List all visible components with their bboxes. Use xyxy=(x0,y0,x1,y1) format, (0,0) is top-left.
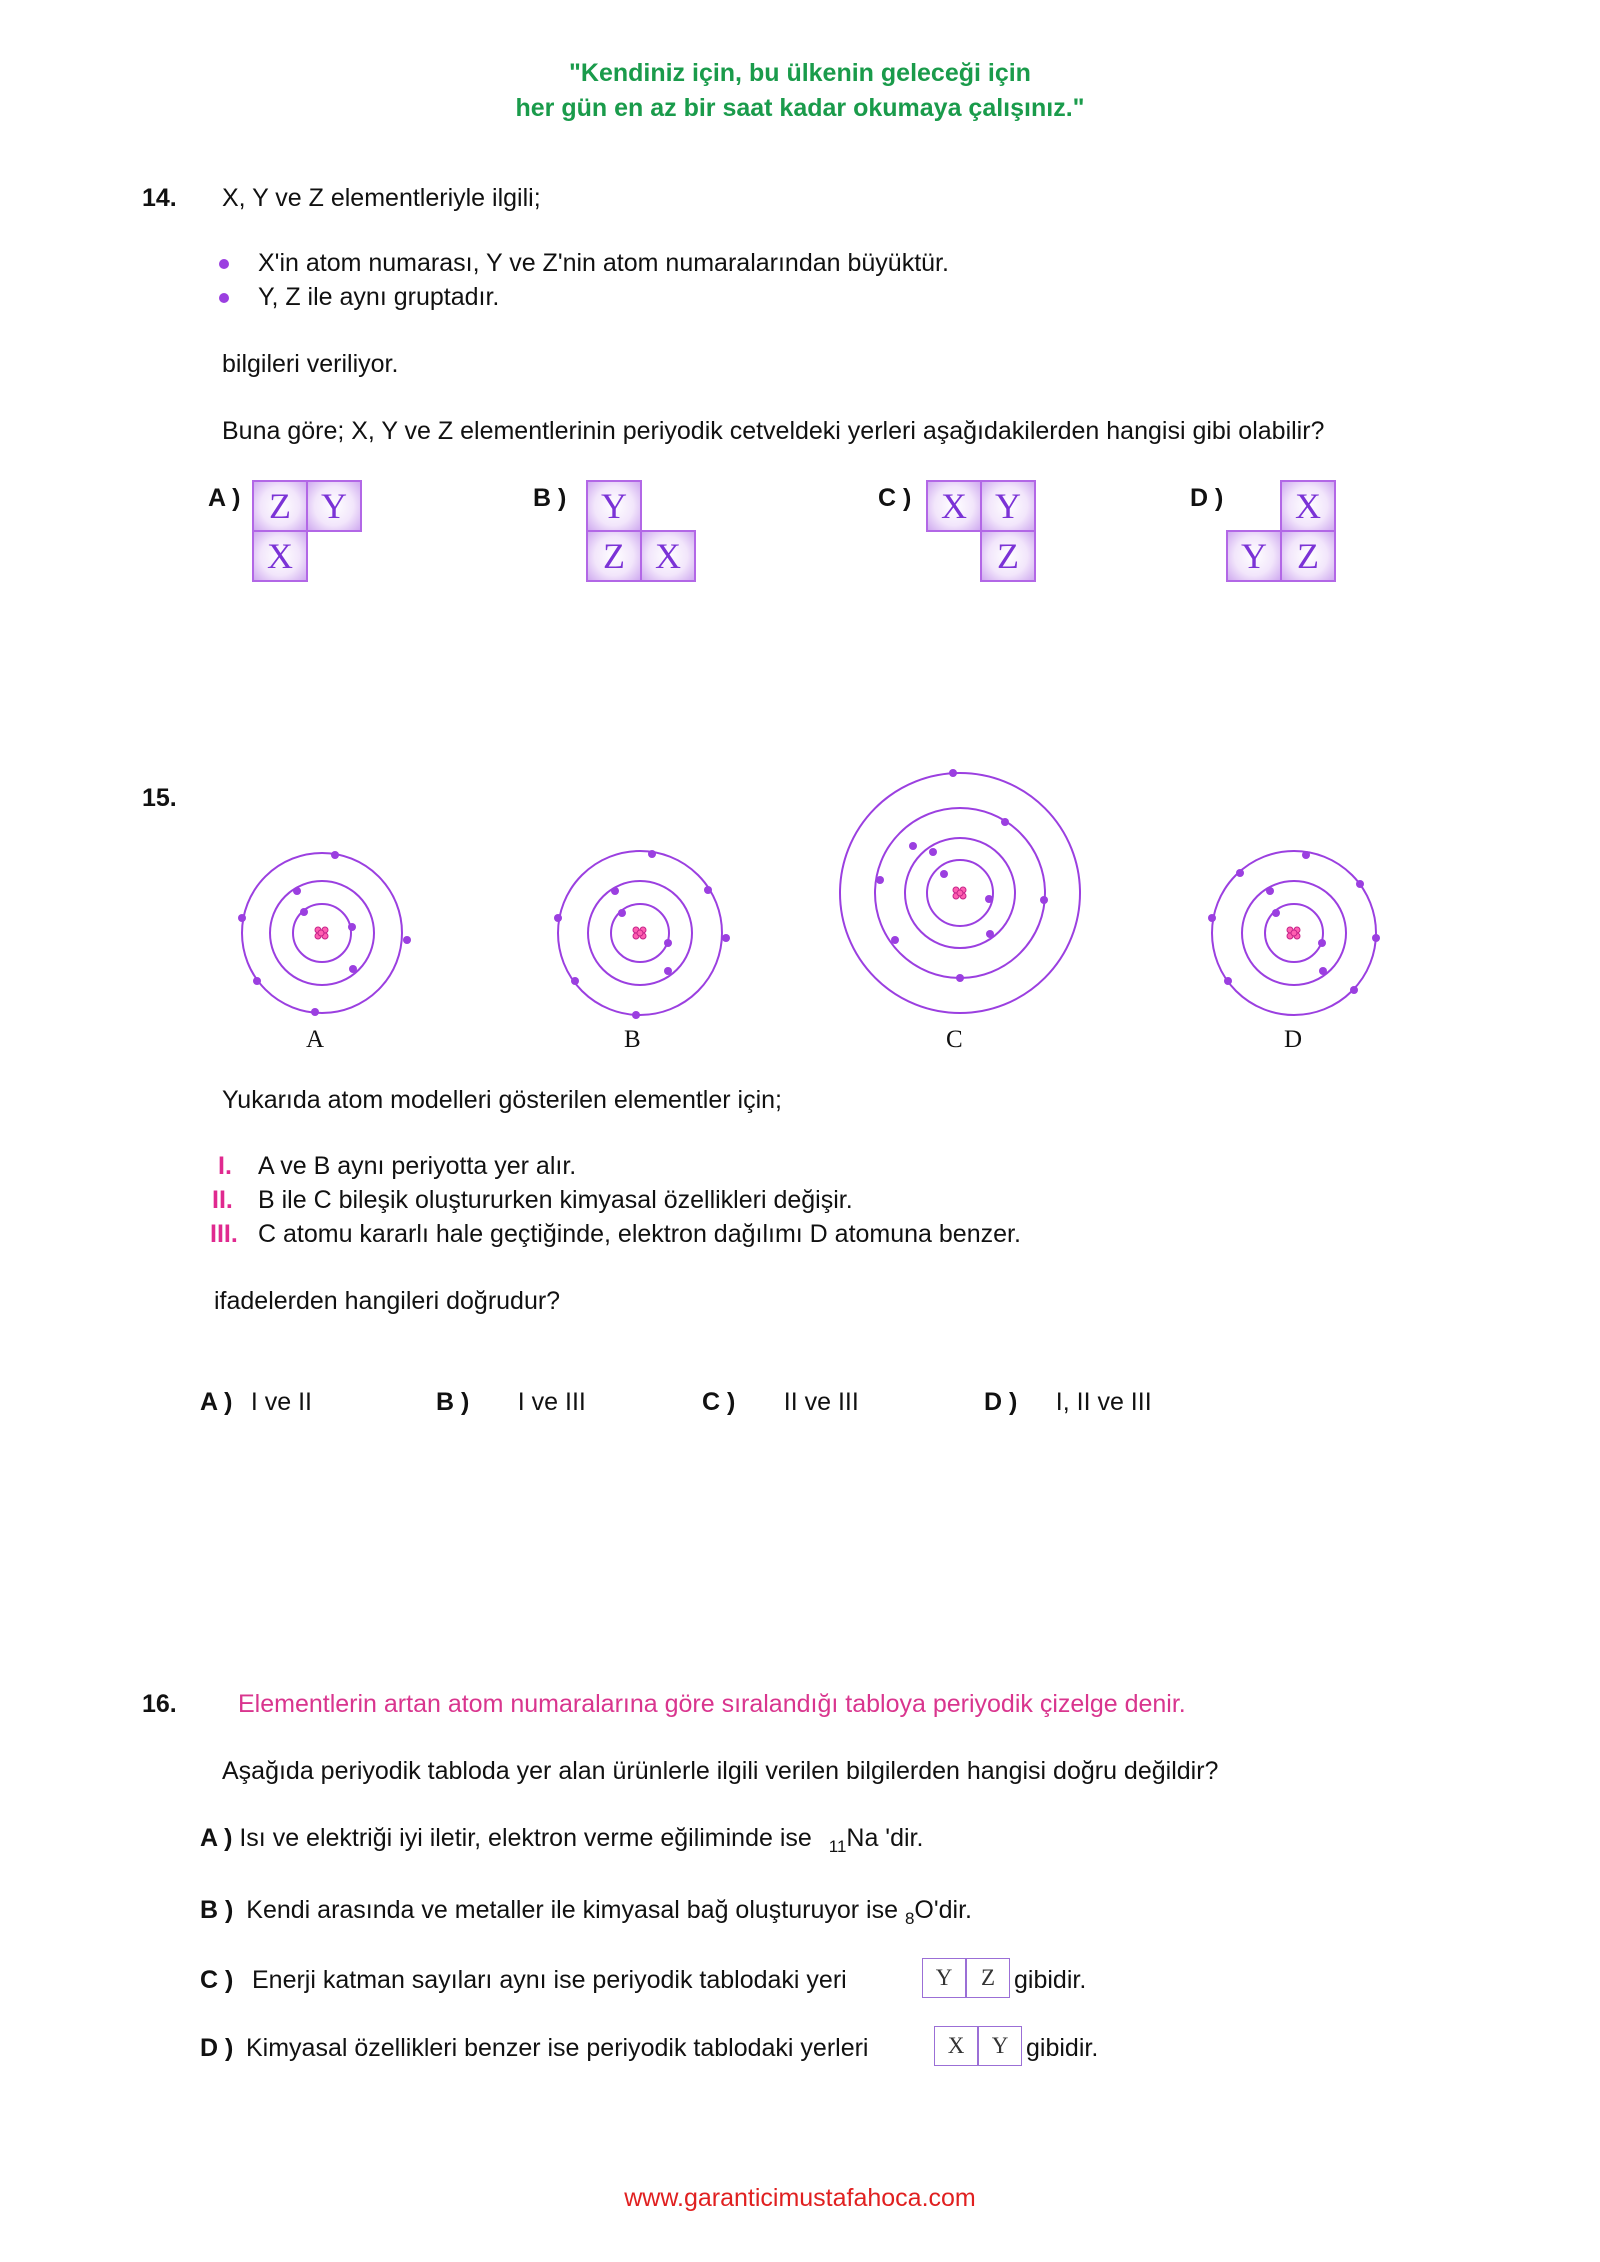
statement-2-numeral: II. xyxy=(212,1186,233,1214)
q16-option-d[interactable] xyxy=(200,2034,1200,2078)
nucleus-b xyxy=(633,927,646,939)
q14-option-a-label[interactable]: A ) xyxy=(208,484,241,512)
atom-models-diagram xyxy=(0,760,1600,1080)
q16-option-b-tail: O'dir. xyxy=(914,1896,972,1924)
q16-option-a[interactable] xyxy=(200,1824,923,1857)
nucleus-c xyxy=(953,887,966,899)
question-14-given: bilgileri veriliyor. xyxy=(222,350,399,378)
grid-cell: Z xyxy=(966,1958,1010,1998)
grid-cell: Y xyxy=(1226,530,1282,582)
grid-cell: Y xyxy=(586,480,642,532)
question-14-bullet-1: X'in atom numarası, Y ve Z'nin atom numaralarından büyüktür. xyxy=(258,249,949,277)
q15-option-c-text: II ve III xyxy=(783,1388,859,1416)
q15-option-c[interactable] xyxy=(702,1388,859,1417)
grid-cell: Z xyxy=(252,480,308,532)
q15-option-d-text: I, II ve III xyxy=(1055,1388,1152,1416)
q15-option-a-text: I ve II xyxy=(250,1388,312,1416)
q16-option-c-text: Enerji katman sayıları aynı ise periyodik tablodaki yeri xyxy=(252,1966,847,1994)
nucleus-d xyxy=(1287,927,1300,939)
atom-label-b: B xyxy=(624,1026,641,1053)
q16-option-b[interactable] xyxy=(200,1896,972,1929)
q14-option-d-grid[interactable] xyxy=(1226,480,1336,582)
q16-option-b-label: B ) xyxy=(200,1896,234,1924)
statement-1-numeral: I. xyxy=(218,1152,232,1180)
q14-option-c-label[interactable]: C ) xyxy=(878,484,912,512)
bullet-dot-icon xyxy=(219,293,229,303)
grid-cell: X xyxy=(934,2026,978,2066)
atomic-number-subscript: 8 xyxy=(904,1909,915,1928)
atom-label-c: C xyxy=(946,1026,963,1053)
q16-option-c[interactable] xyxy=(200,1966,1200,2010)
question-15-question: ifadelerden hangileri doğrudur? xyxy=(214,1287,561,1315)
statement-1-text: A ve B aynı periyotta yer alır. xyxy=(258,1152,577,1180)
q14-option-a-grid[interactable] xyxy=(252,480,362,582)
q16-option-d-text: Kimyasal özellikleri benzer ise periyodik tablodaki yerleri xyxy=(246,2034,869,2062)
statement-3-numeral: III. xyxy=(210,1220,238,1248)
nucleus-a xyxy=(315,927,328,939)
question-15-number: 15. xyxy=(142,784,177,812)
q14-option-c-grid[interactable] xyxy=(926,480,1036,582)
grid-cell: Y xyxy=(922,1958,966,1998)
q15-option-a-label: A ) xyxy=(200,1388,233,1416)
q16-option-a-tail: Na 'dir. xyxy=(846,1824,924,1852)
q16-option-b-text: Kendi arasında ve metaller ile kimyasal bağ oluşturuyor ise xyxy=(246,1896,898,1924)
grid-cell: Z xyxy=(980,530,1036,582)
q15-option-d-label: D ) xyxy=(984,1388,1018,1416)
statement-2-text: B ile C bileşik oluştururken kimyasal özellikleri değişir. xyxy=(258,1186,853,1214)
q16-option-a-text: Isı ve elektriği iyi iletir, elektron verme eğiliminde ise xyxy=(239,1824,812,1852)
q16-option-a-label: A ) xyxy=(200,1824,233,1852)
grid-cell: X xyxy=(252,530,308,582)
q15-option-c-label: C ) xyxy=(702,1388,736,1416)
question-15-intro: Yukarıda atom modelleri gösterilen elementler için; xyxy=(222,1086,782,1114)
q16-option-d-tail: gibidir. xyxy=(1026,2034,1099,2062)
q15-option-b-label: B ) xyxy=(436,1388,470,1416)
q15-option-b-text: I ve III xyxy=(517,1388,586,1416)
q15-option-a[interactable] xyxy=(200,1388,312,1417)
question-16-number: 16. xyxy=(142,1690,177,1718)
question-16-statement: Elementlerin artan atom numaralarına göre sıralandığı tabloya periyodik çizelge denir. xyxy=(238,1690,1186,1718)
grid-cell: Z xyxy=(1280,530,1336,582)
grid-cell: X xyxy=(640,530,696,582)
statement-3-text: C atomu kararlı hale geçtiğinde, elektron dağılımı D atomuna benzer. xyxy=(258,1220,1021,1248)
q15-option-b[interactable] xyxy=(436,1388,586,1417)
question-14-intro: X, Y ve Z elementleriyle ilgili; xyxy=(222,184,541,212)
grid-cell: Z xyxy=(586,530,642,582)
motivational-quote xyxy=(0,56,1600,126)
atom-label-d: D xyxy=(1284,1026,1303,1053)
quote-line-2: her gün en az bir saat kadar okumaya çalışınız." xyxy=(515,94,1085,122)
atom-label-a: A xyxy=(306,1026,325,1053)
q16-option-d-label: D ) xyxy=(200,2034,234,2062)
quote-line-1: "Kendiniz için, bu ülkenin geleceği için xyxy=(569,59,1031,87)
question-14-question: Buna göre; X, Y ve Z elementlerinin periyodik cetveldeki yerleri aşağıdakilerden hangisi gibi olabilir? xyxy=(222,417,1325,445)
electrons-d xyxy=(1208,851,1380,994)
question-14-number: 14. xyxy=(142,184,177,212)
q14-option-b-grid[interactable] xyxy=(586,480,696,582)
grid-cell: Y xyxy=(306,480,362,532)
grid-cell: Y xyxy=(978,2026,1022,2066)
q15-option-d[interactable] xyxy=(984,1388,1152,1417)
q14-option-d-label[interactable]: D ) xyxy=(1190,484,1224,512)
bullet-dot-icon xyxy=(219,259,229,269)
grid-cell: Y xyxy=(980,480,1036,532)
footer-website-link[interactable]: www.garanticimustafahoca.com xyxy=(624,2184,976,2212)
q16-option-c-label: C ) xyxy=(200,1966,234,1994)
grid-cell: X xyxy=(926,480,982,532)
question-16-question: Aşağıda periyodik tabloda yer alan ürünlerle ilgili verilen bilgilerden hangisi doğru değildir? xyxy=(222,1757,1219,1785)
grid-cell: X xyxy=(1280,480,1336,532)
q16-option-c-tail: gibidir. xyxy=(1014,1966,1087,1994)
atomic-number-subscript: 11 xyxy=(828,1837,847,1856)
q14-option-b-label[interactable]: B ) xyxy=(533,484,567,512)
question-14-bullet-2: Y, Z ile aynı gruptadır. xyxy=(258,283,500,311)
